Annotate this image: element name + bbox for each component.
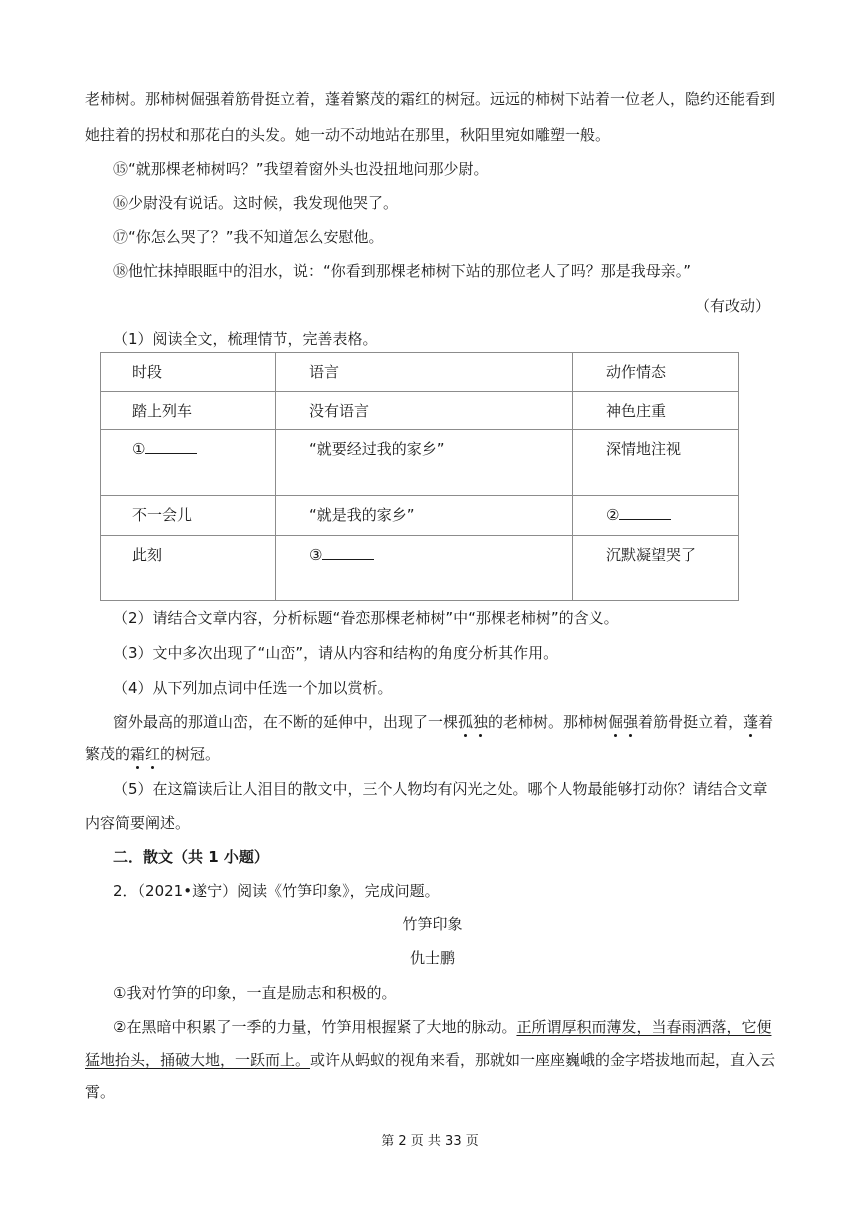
excerpt-text: 窗外最高的那道山峦，在不断的延伸中，出现了一棵: [113, 713, 459, 731]
table-cell: 神色庄重: [573, 392, 739, 430]
excerpt-text: 着筋骨挺立着，: [638, 713, 744, 731]
dotted-word: 蓬: [743, 713, 759, 731]
plot-table: [100, 352, 739, 601]
table-header-cell: 时段: [101, 353, 276, 392]
table-cell: 没有语言: [276, 392, 573, 430]
article-paragraph-2-cont: 霄。: [85, 1083, 116, 1101]
paragraph-15: ⑮“就那棵老柿树吗？”我望着窗外头也没扭地问那少尉。: [113, 160, 489, 178]
table-header-row: [101, 353, 739, 392]
excerpt-text: 的老柿树。那柿树: [488, 713, 609, 731]
article-author: 仇士鹏: [409, 949, 455, 967]
source-note: （有改动）: [694, 297, 770, 315]
answer-blank-3[interactable]: [322, 545, 374, 560]
blank-label: ②: [606, 506, 620, 524]
table-row: [101, 430, 739, 496]
table-header-cell: 动作情态: [573, 353, 739, 392]
table-cell: 此刻: [101, 536, 276, 601]
blank-label: ①: [132, 440, 146, 458]
paragraph-16: ⑯少尉没有说话。这时候，我发现他哭了。: [113, 194, 399, 212]
question-3: （3）文中多次出现了“山峦”，请从内容和结构的角度分析其作用。: [113, 644, 559, 662]
section-heading: 二．散文（共 1 小题）: [113, 848, 269, 866]
paragraph-text: 或许从蚂蚁的视角来看，那就如一座座巍峨的金字塔拔地而起，直入云: [310, 1051, 776, 1069]
question-1: （1）阅读全文，梳理情节，完善表格。: [113, 330, 378, 348]
table-cell: 深情地注视: [573, 430, 739, 496]
paragraph-18: ⑱他忙抹掉眼眶中的泪水，说：“你看到那棵老柿树下站的那位老人了吗？那是我母亲。”: [113, 262, 692, 280]
underlined-sentence: 正所谓厚积而薄发，当春雨洒落，它便: [516, 1018, 772, 1036]
table-cell: [101, 430, 276, 496]
dotted-word: 倔: [608, 713, 624, 731]
table-cell: [276, 536, 573, 601]
table-cell: 踏上列车: [101, 392, 276, 430]
table-cell: 不一会儿: [101, 496, 276, 536]
table-cell: 沉默凝望哭了: [573, 536, 739, 601]
table-cell: [573, 496, 739, 536]
table-cell: “就要经过我的家乡”: [276, 430, 573, 496]
question-2: （2）请结合文章内容，分析标题“眷恋那棵老柿树”中“那棵老柿树”的含义。: [113, 609, 619, 627]
answer-blank-2[interactable]: [619, 505, 671, 520]
question-4: （4）从下列加点词中任选一个加以赏析。: [113, 679, 393, 697]
item-2-intro: 2．（2021•遂宁）阅读《竹笋印象》，完成问题。: [113, 882, 440, 900]
article-paragraph-1: ①我对竹笋的印象，一直是励志和积极的。: [113, 984, 397, 1002]
table-cell: “就是我的家乡”: [276, 496, 573, 536]
passage-line: 老柿树。那柿树倔强着筋骨挺立着，蓬着繁茂的霜红的树冠。远远的柿树下站着一位老人，隐约还能看到: [85, 90, 776, 108]
passage-line: 她拄着的拐杖和那花白的头发。她一动不动地站在那里，秋阳里宛如雕塑一般。: [85, 126, 611, 144]
dotted-word: 强: [623, 713, 639, 731]
table-row: [101, 536, 739, 601]
table-header-cell: 语言: [276, 353, 573, 392]
excerpt-text: 的树冠。: [160, 745, 221, 763]
page-footer: 第 2 页 共 33 页: [381, 1134, 479, 1149]
dotted-word: 孤: [458, 713, 474, 731]
paragraph-17: ⑰“你怎么哭了？”我不知道怎么安慰他。: [113, 228, 384, 246]
dotted-word: 霜: [130, 745, 146, 763]
q4-excerpt-line: [85, 744, 780, 764]
answer-blank-1[interactable]: [145, 439, 197, 454]
excerpt-text: 繁茂的: [85, 745, 131, 763]
excerpt-text: 着: [758, 713, 774, 731]
dotted-word: 独: [473, 713, 489, 731]
blank-label: ③: [309, 546, 323, 564]
paragraph-text: ②在黑暗中积累了一季的力量，竹笋用根握紧了大地的脉动。: [113, 1018, 517, 1036]
table-row: [101, 496, 739, 536]
dotted-word: 红: [145, 745, 161, 763]
article-paragraph-2: [113, 1017, 808, 1037]
question-5: （5）在这篇读后让人泪目的散文中，三个人物均有闪光之处。哪个人物最能够打动你？请结合文章: [113, 780, 768, 798]
q4-excerpt-line: [113, 712, 808, 732]
article-title: 竹笋印象: [402, 915, 463, 933]
table-row: [101, 392, 739, 430]
question-5-cont: 内容简要阐述。: [85, 814, 191, 832]
article-paragraph-2-cont: [85, 1050, 780, 1070]
underlined-sentence: 猛地抬头，捅破大地，一跃而上。: [85, 1051, 311, 1069]
